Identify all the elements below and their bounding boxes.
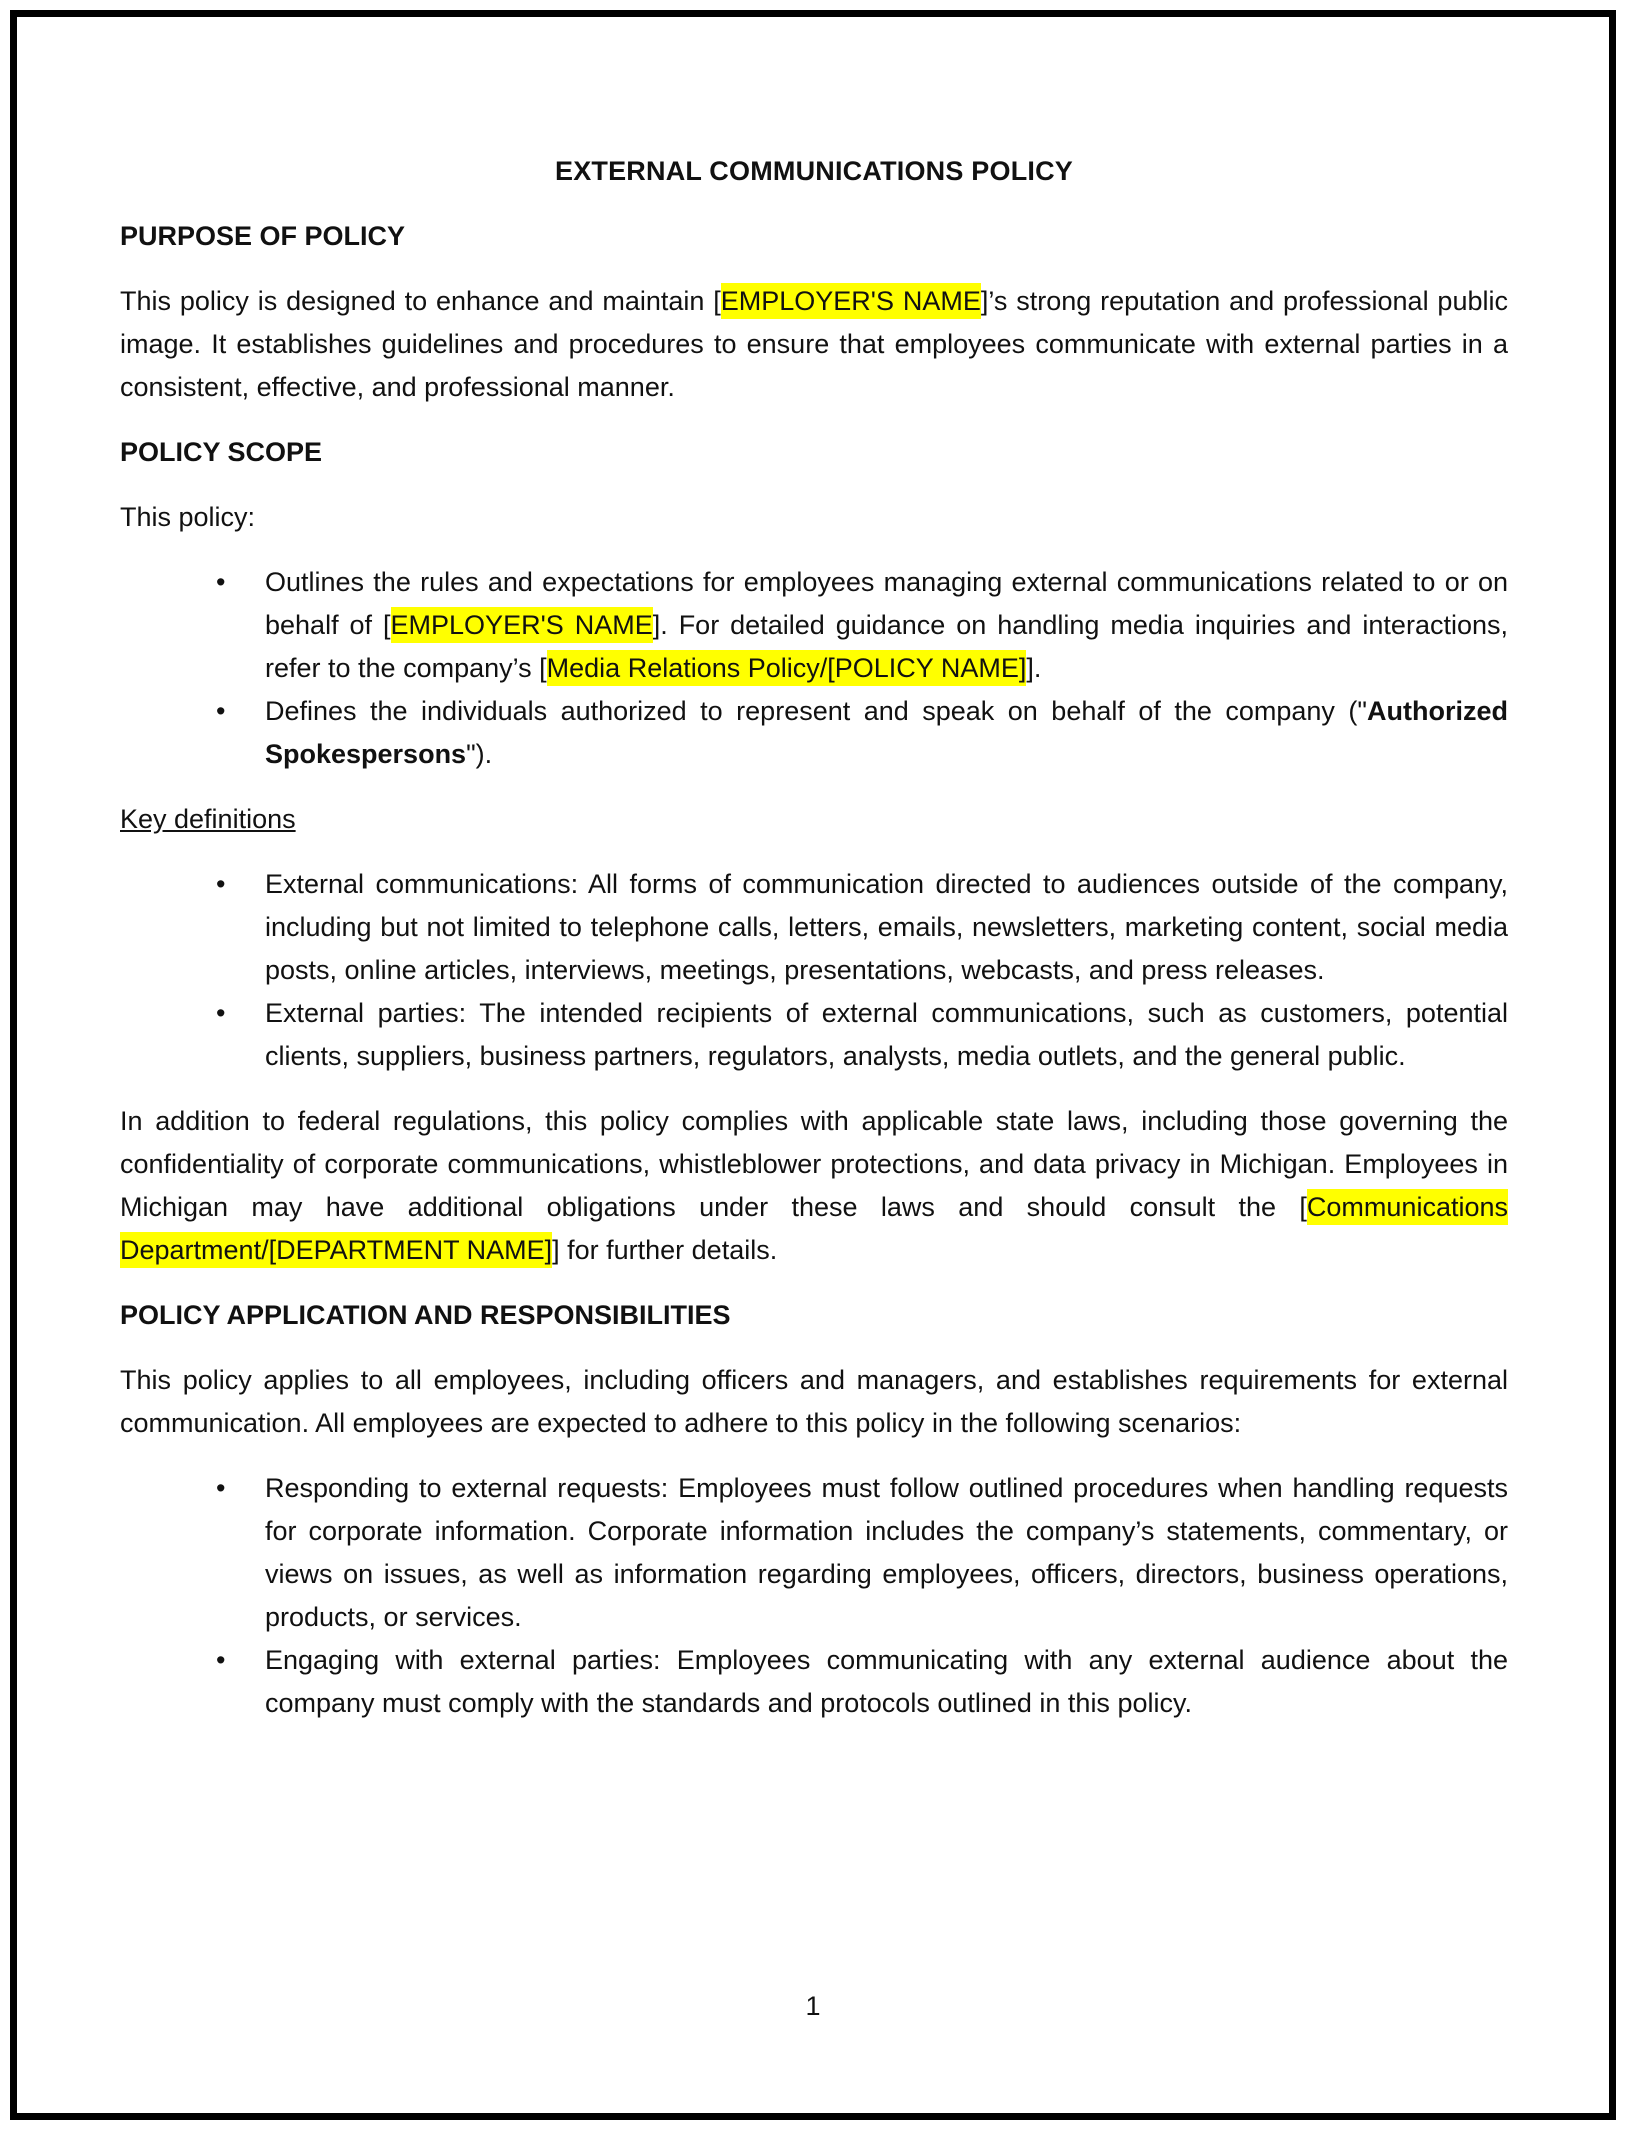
application-intro: This policy applies to all employees, including officers and managers, and establishes requirements for external communication. All employees are expected to adhere to this policy in the following scenarios: bbox=[120, 1365, 1508, 1438]
text-run: This policy is designed to enhance and maintain [ bbox=[120, 286, 721, 316]
text-run: ]. bbox=[1026, 653, 1042, 683]
placeholder-employers-name: EMPLOYER'S NAME bbox=[391, 607, 653, 643]
text-run: ]’s strong reputation and professional public image. It establishes guidelines and procedures to ensure that employees communicate with external parties in a consistent, effective, and professional manner. bbox=[120, 286, 1508, 402]
list-item-external-communications: • External communications: All forms of communication directed to audiences outside of the company, including but not limited to telephone calls, letters, emails, newsletters, marketing content, social media posts, online articles, interviews, meetings, presentations, webcasts, and press releases. bbox=[120, 863, 1508, 992]
key-definitions-bullet-list bbox=[120, 863, 1508, 1078]
text-run: "). bbox=[466, 739, 493, 769]
heading-purpose-of-policy: PURPOSE OF POLICY bbox=[120, 221, 406, 251]
purpose-paragraph bbox=[120, 280, 1508, 409]
placeholder-employers-name: EMPLOYER'S NAME bbox=[721, 283, 981, 319]
placeholder-media-relations-policy: Media Relations Policy/[POLICY NAME] bbox=[547, 650, 1027, 686]
text-run: ] for further details. bbox=[552, 1235, 778, 1265]
placeholder-department-name: Communications Department/[DEPARTMENT NAME] bbox=[120, 1189, 1508, 1268]
authorized-spokespersons-term: Authorized Spokespersons bbox=[265, 696, 1508, 769]
key-definitions-label: Key definitions bbox=[120, 804, 296, 834]
list-item-engaging-parties: • Engaging with external parties: Employees communicating with any external audience about the company must comply with the standards and protocols outlined in this policy. bbox=[120, 1639, 1508, 1725]
application-bullet-list bbox=[120, 1467, 1508, 1725]
text-run: Outlines the rules and expectations for employees managing external communications related to or on behalf of [ bbox=[265, 567, 1508, 640]
heading-policy-scope: POLICY SCOPE bbox=[120, 437, 323, 467]
scope-intro: This policy: bbox=[120, 502, 256, 532]
scope-bullet-list bbox=[120, 561, 1508, 776]
text-run: ]. For detailed guidance on handling media inquiries and interactions, refer to the company’s [ bbox=[265, 610, 1508, 683]
list-item-outlines-rules bbox=[120, 561, 1508, 690]
state-law-paragraph bbox=[120, 1100, 1508, 1272]
list-item-external-parties: • External parties: The intended recipients of external communications, such as customers, potential clients, suppliers, business partners, regulators, analysts, media outlets, and the general public. bbox=[120, 992, 1508, 1078]
heading-key-definitions bbox=[120, 798, 1508, 841]
text-run: Defines the individuals authorized to represent and speak on behalf of the company (" bbox=[265, 696, 1367, 726]
page-number: 1 bbox=[805, 1991, 821, 2021]
heading-policy-application: POLICY APPLICATION AND RESPONSIBILITIES bbox=[120, 1300, 731, 1330]
list-item-defines-spokespersons bbox=[120, 690, 1508, 776]
list-item-responding-requests: • Responding to external requests: Employees must follow outlined procedures when handling requests for corporate information. Corporate information includes the company’s statements, commentary, or views on issues, as well as information regarding employees, officers, directors, business operations, products, or services. bbox=[120, 1467, 1508, 1639]
page-content bbox=[120, 150, 1508, 1747]
text-run: In addition to federal regulations, this policy complies with applicable state laws, including those governing the confidentiality of corporate communications, whistleblower protections, and data privacy in Michigan. Employees in Michigan may have additional obligations under these laws and should consult the [ bbox=[120, 1106, 1508, 1222]
document-title: EXTERNAL COMMUNICATIONS POLICY bbox=[554, 156, 1073, 186]
